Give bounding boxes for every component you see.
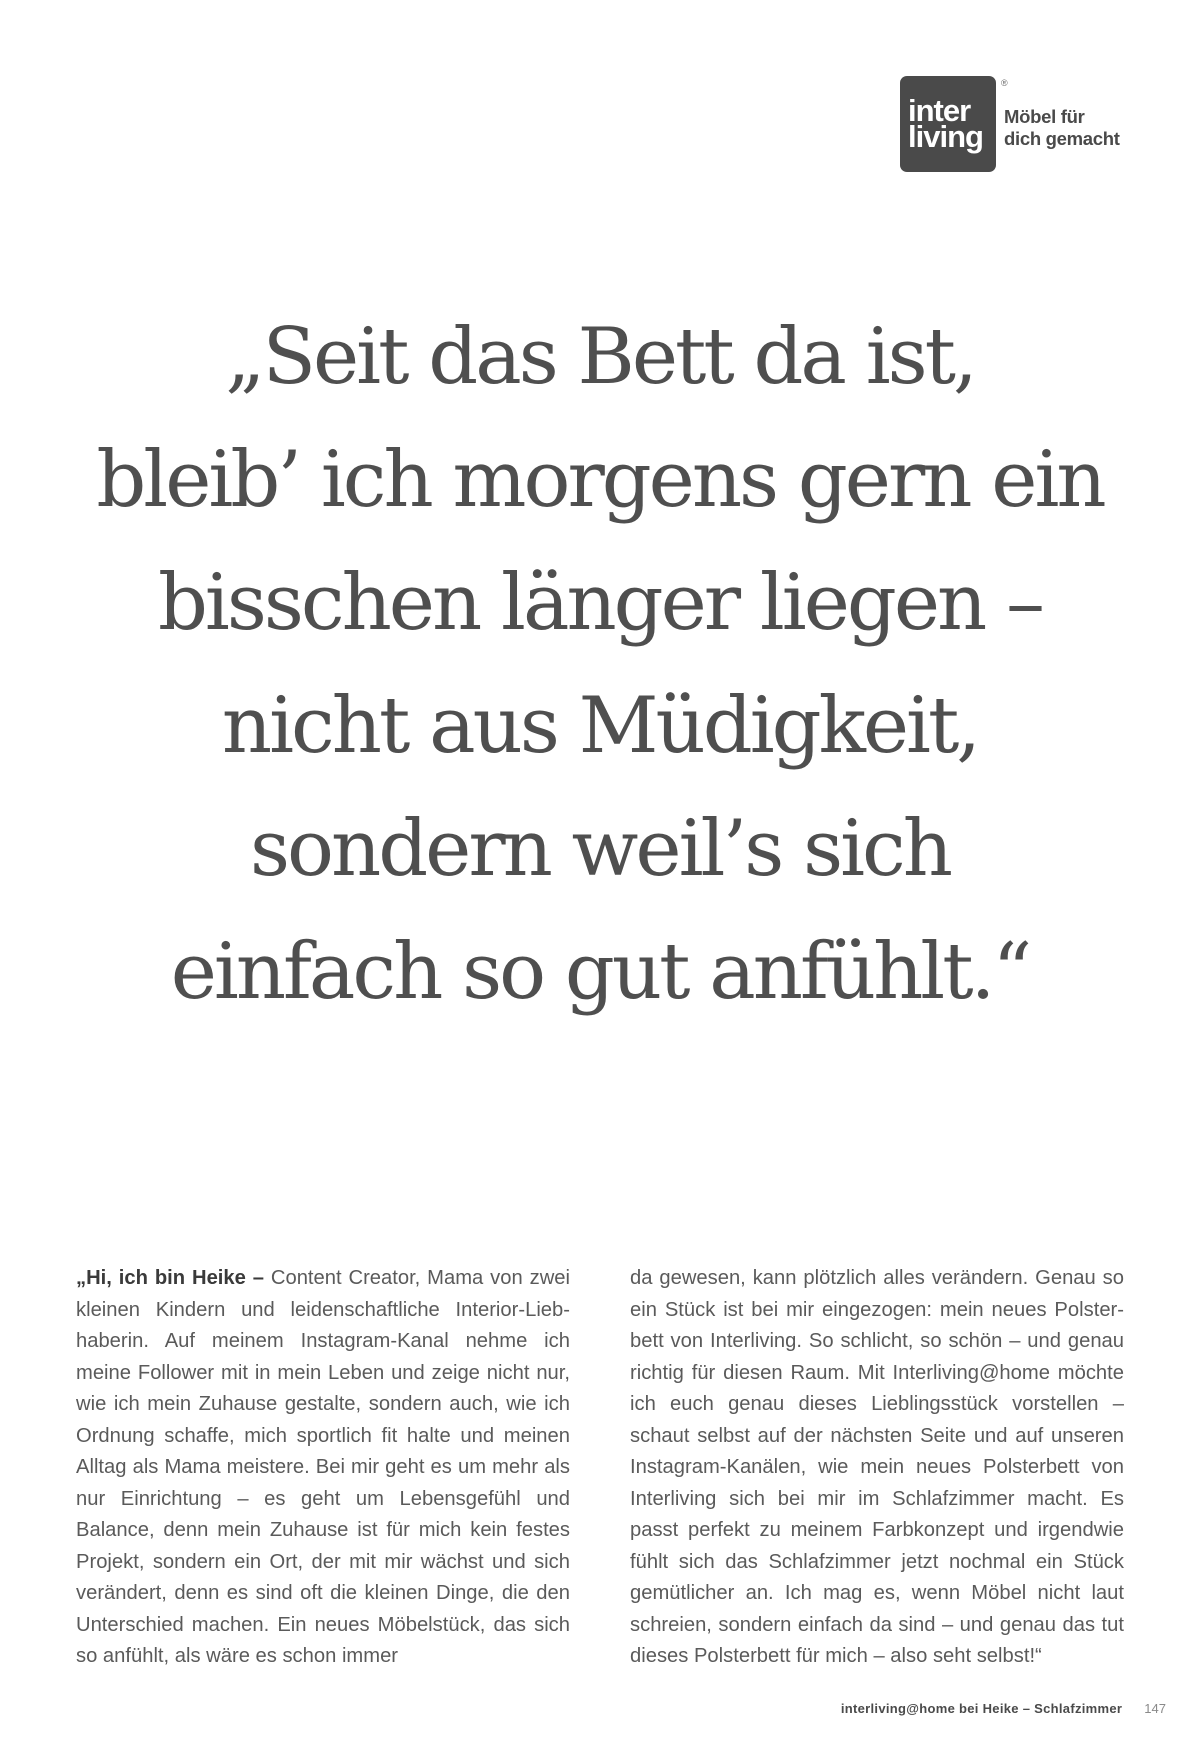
tagline-line-2: dich gemacht: [1004, 128, 1120, 149]
quote-line: nicht aus Müdigkeit,: [221, 681, 979, 771]
quote-line: „Seit das Bett da ist,: [225, 312, 975, 402]
quote-line: einfach so gut anfühlt.“: [170, 927, 1030, 1017]
logo-mark: [900, 76, 996, 172]
quote-line: bleib’ ich morgens gern ein: [96, 435, 1104, 525]
quote-line: bisschen länger liegen –: [157, 558, 1043, 648]
tagline-line-1: Möbel für: [1004, 106, 1085, 127]
registered-mark: ®: [1001, 78, 1008, 88]
logo-word-living: living: [908, 119, 983, 154]
brand-logo: [900, 76, 1120, 172]
logo-tagline: [1004, 106, 1120, 150]
page-number: 147: [1144, 1701, 1166, 1716]
pull-quote: [60, 296, 1140, 1034]
article-column-right: [630, 1263, 1124, 1673]
article-column-left: [76, 1263, 570, 1673]
logo-word-inter: inter: [908, 93, 971, 128]
footer-title: interliving@home bei Heike – Schlafzimmer: [840, 1701, 1123, 1716]
quote-line: sondern weil’s sich: [250, 804, 950, 894]
article-lead: „Hi, ich bin Heike –: [76, 1267, 264, 1289]
article-text-right: da gewesen, kann plötzlich alles verändern. Genau so ein Stück ist bei mir eingezogen: mein neues Polsterbett von Interliving. So schlicht, so schön – und genau richtig für diesen Raum. Mit Interliving@home möchte ich euch genau dieses Lieblingsstück vorstellen – schaut selbst auf der nächsten Seite und auf unseren Instagram-Kanälen, wie mein neues Polsterbett von Interliving sich bei mir im Schlafzimmer macht. Es passt perfekt zu meinem Farbkonzept und irgendwie fühlt sich das Schlafzimmer jetzt nochmal ein Stück gemütlicher an. Ich mag es, wenn Möbel nicht laut schreien, sondern einfach da sind – und genau das tut dieses Polsterbett für mich – also seht selbst!“: [630, 1267, 1124, 1667]
article-text-left: Content Creator, Mama von zwei kleinen Kindern und leidenschaftliche Interior-Liebhaberin. Auf meinem Instagram-Kanal nehme ich meine Follower mit in mein Leben und zeige nicht nur, wie ich mein Zuhause gestalte, sondern auch, wie ich Ordnung schaffe, mich sportlich fit halte und meinen Alltag als Mama meistere. Bei mir geht es um mehr als nur Einrichtung – es geht um Lebensgefühl und Balance, denn mein Zuhause ist für mich kein festes Projekt, sondern ein Ort, der mit mir wächst und sich verändert, denn es sind oft die kleinen Dinge, die den Unterschied machen. Ein neues Möbelstück, das sich so anfühlt, als wäre es schon immer: [76, 1267, 570, 1667]
page-footer: [841, 1701, 1166, 1716]
